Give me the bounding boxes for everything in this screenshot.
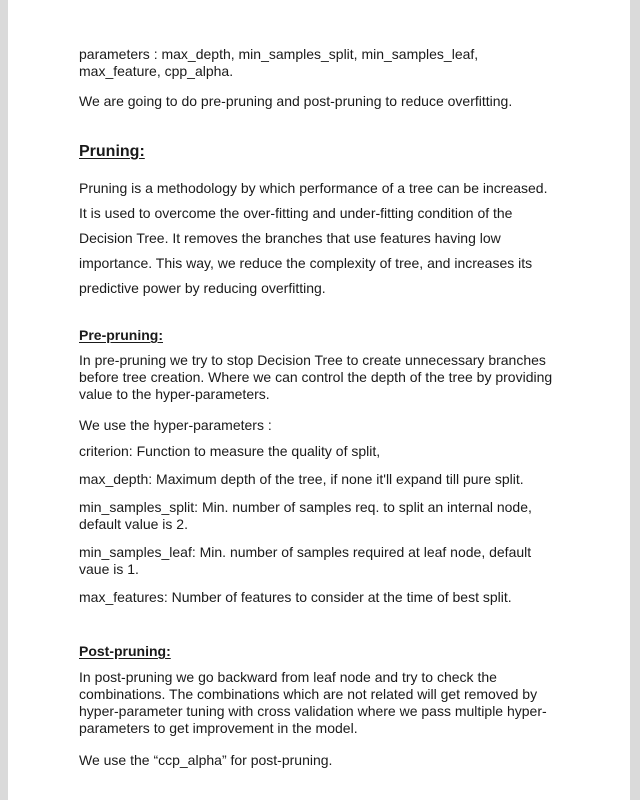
param-max-depth: max_depth: Maximum depth of the tree, if none it'll expand till pure split. — [79, 471, 524, 487]
param-criterion: criterion: Function to measure the quality of split, — [79, 443, 381, 459]
pre-pruning-use: We use the hyper-parameters : — [79, 417, 272, 433]
intro-parameters: parameters : max_depth, min_samples_split, min_samples_leaf, max_feature, cpp_alpha. — [79, 46, 479, 79]
param-max-features: max_features: Number of features to consider at the time of best split. — [79, 589, 512, 605]
page-border-left — [0, 0, 8, 800]
post-pruning-body: In post-pruning we go backward from leaf node and try to check the combinations. The combinations which are not related will get removed by hyper-parameter tuning with cross validation where we pass multiple hyper-parameters to get improvement in the model. — [79, 669, 547, 736]
pre-pruning-body: In pre-pruning we try to stop Decision Tree to create unnecessary branches before tree creation. Where we can control the depth of the tree by providing value to the hyper-parameters. — [79, 352, 553, 402]
param-min-samples-split: min_samples_split: Min. number of samples req. to split an internal node, default value is 2. — [79, 499, 532, 532]
pre-pruning-heading: Pre-pruning: — [79, 327, 163, 343]
intro-goal: We are going to do pre-pruning and post-pruning to reduce overfitting. — [79, 93, 513, 109]
pruning-body: Pruning is a methodology by which performance of a tree can be increased. It is used to overcome the over-fitting and under-fitting condition of the Decision Tree. It removes the branches that use features having low importance. This way, we reduce the complexity of tree, and increases its predictive power by reducing overfitting. — [79, 180, 548, 296]
param-min-samples-leaf: min_samples_leaf: Min. number of samples required at leaf node, default vaue is 1. — [79, 544, 532, 577]
post-pruning-use: We use the “ccp_alpha” for post-pruning. — [79, 752, 333, 768]
page-border-right — [630, 0, 640, 800]
post-pruning-heading: Post-pruning: — [79, 643, 171, 659]
pruning-heading: Pruning: — [79, 143, 145, 160]
